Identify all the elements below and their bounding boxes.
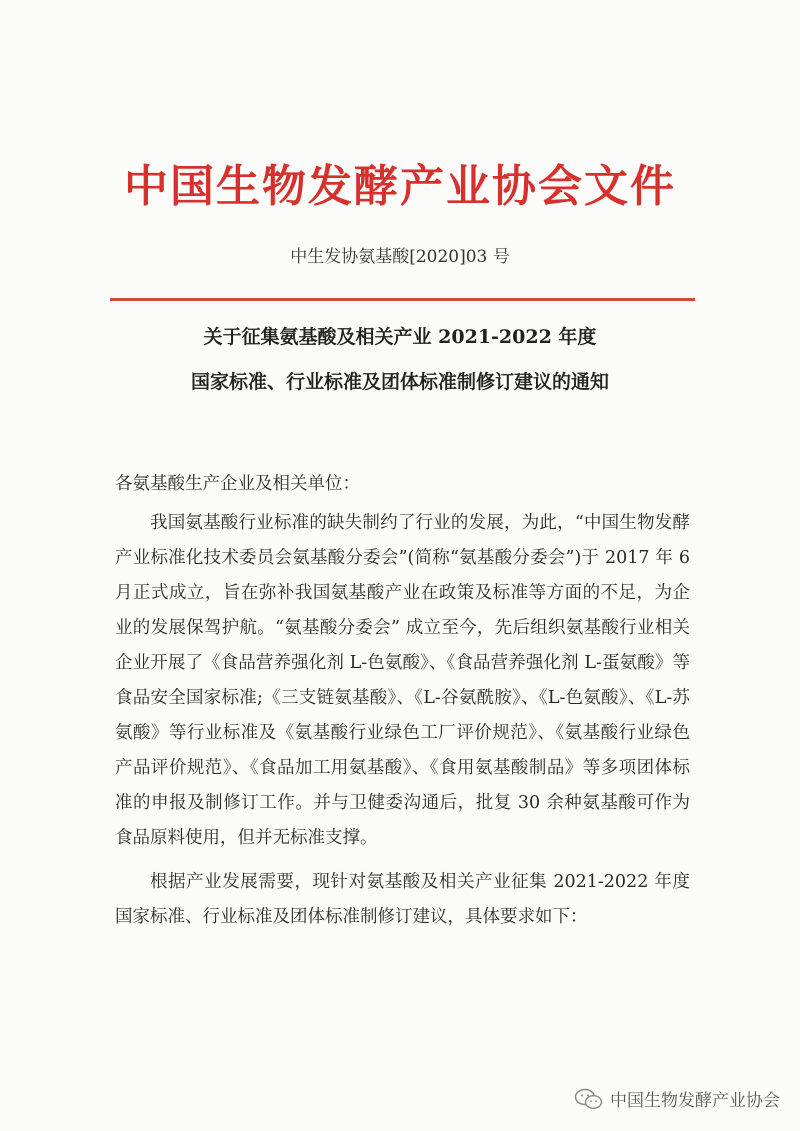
salutation: 各氨基酸生产企业及相关单位： bbox=[115, 474, 360, 494]
document-number: 中生发协氨基酸[2020]03 号 bbox=[290, 247, 510, 267]
wechat-icon bbox=[574, 1087, 604, 1111]
subject-line-2: 国家标准、行业标准及团体标准制修订建议的通知 bbox=[190, 371, 609, 393]
subject-line-1: 关于征集氨基酸及相关产业 2021-2022 年度 bbox=[203, 326, 597, 348]
body-paragraph-1: 我国氨基酸行业标准的缺失制约了行业的发展，为此，“中国生物发酵产业标准化技术委员会氨基酸分委会”(简称“氨基酸分委会”)于 2017 年 6 月正式成立，旨在弥补我国氨基酸产业在政策及标准等方面的不足，为企业的发展保驾护航。“氨基酸分委会” 成立至今，先后组织氨基酸行业相关企业开展了《食品营养强化剂 L-色氨酸》、《食品营养强化剂 L-蛋氨酸》等食品安全国家标准;《三支链氨基酸》、《L-谷氨酰胺》、《L-色氨酸》、《L-苏氨酸》等行业标准及《氨基酸行业绿色工厂评价规范》、《氨基酸行业绿色产品评价规范》、《食品加工用氨基酸》、《食用氨基酸制品》等多项团体标准的申报及制修订工作。并与卫健委沟通后，批复 30 余种氨基酸可作为食品原料使用，但并无标准支撑。 bbox=[115, 513, 690, 848]
document-header-title: 中国生物发酵产业协会文件 bbox=[124, 161, 676, 212]
watermark-text: 中国生物发酵产业协会 bbox=[610, 1091, 780, 1111]
document-body bbox=[115, 467, 690, 935]
wechat-watermark bbox=[574, 1086, 780, 1111]
body-paragraph-2: 根据产业发展需要，现针对氨基酸及相关产业征集 2021-2022 年度国家标准、行业标准及团体标准制修订建议，具体要求如下： bbox=[115, 872, 690, 927]
red-header-rule bbox=[110, 298, 695, 301]
